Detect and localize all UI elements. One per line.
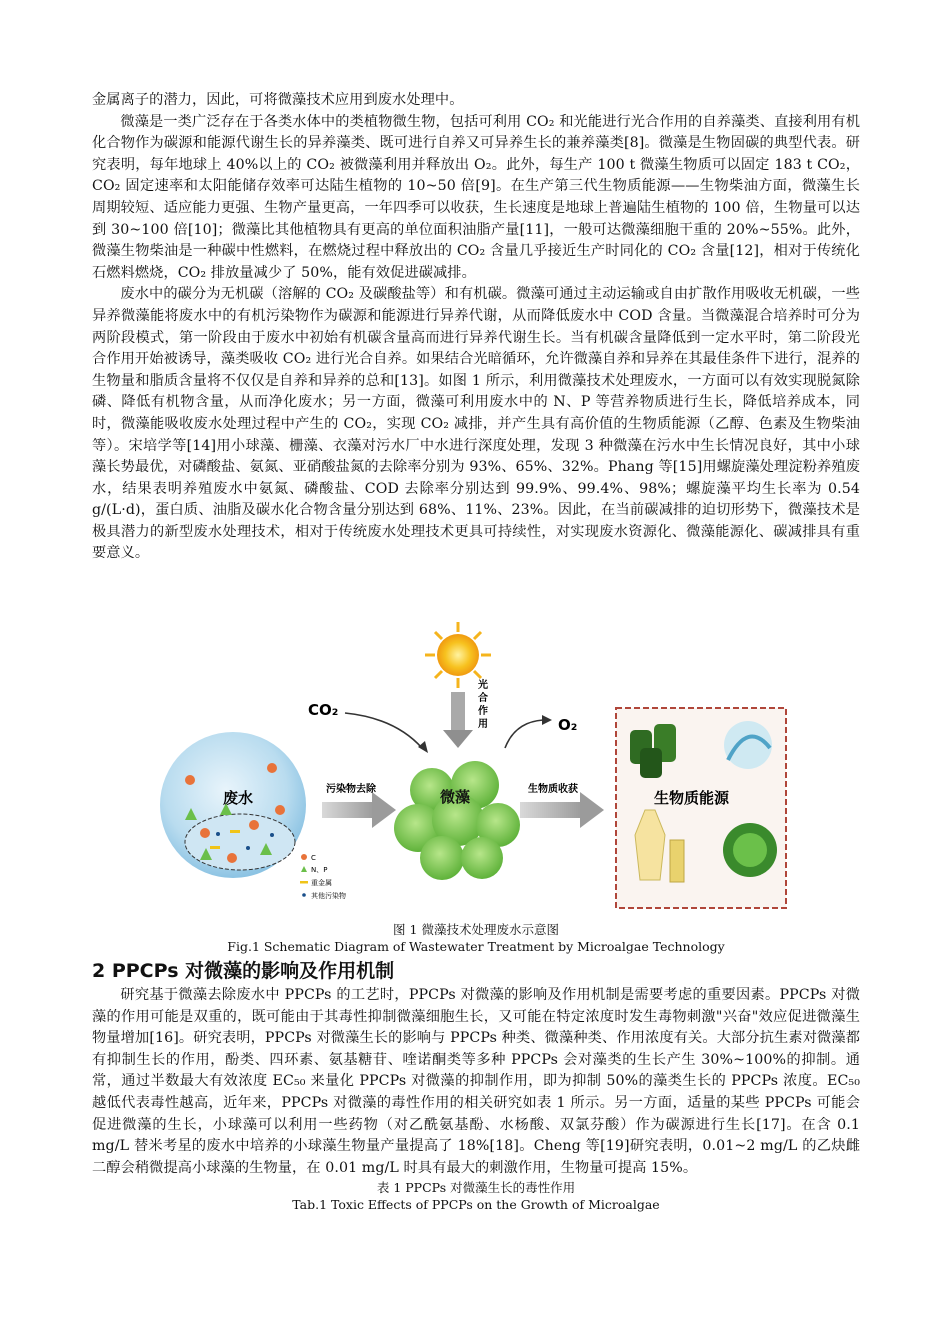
photosynthesis-label-4: 用 [478,719,488,730]
figure-caption [92,921,860,955]
paragraph-3: 研究基于微藻去除废水中 PPCPs 的工艺时，PPCPs 对微藻的影响及作用机制是需要考虑的重要因素。PPCPs 对微藻的作用可能是双重的，既可能由于其毒性抑制微藻细胞生长，又可能在特定浓度时发生毒物刺激"兴奋"效应促进微藻生物量增加[16]。研究表明，PPCPs 对微藻生长的影响与 PPCPs 种类、微藻种类、作用浓度有关。大部分抗生素对微藻都有抑制生长的作用，酚类、四环素、氨基糖苷、喹诺酮类等多种 PPCPs 会对藻类的生长产生 30%~100%的抑制。通常，通过半数最大有效浓度 EC₅₀ 来量化 PPCPs 对微藻的抑制作用，即为抑制 50%的藻类生长的 PPCPs 浓度。EC₅₀ 越低代表毒性越高，近年来，PPCPs 对微藻的毒性作用的相关研究如表 1 所示。另一方面，适量的某些 PPCPs 可能会促进微藻的生长，小球藻可以利用一些药物（对乙酰氨基酚、水杨酸、双氯芬酸）作为碳源进行生长[17]。在含 0.1 mg/L 替米考星的废水中培养的小球藻生物量产量提高了 18%[18]。Cheng 等[19]研究表明，0.01~2 mg/L 的乙炔雌二醇会稍微提高小球藻的生物量，在 0.01 mg/L 时具有最大的刺激作用，生物量可提高 15%。 [92,987,860,1176]
pollutant-removal-label: 污染物去除 [326,784,376,795]
o2-arrow-icon [505,720,543,748]
photosynthesis-label-2: 合 [478,693,488,704]
co2-label: CO₂ [308,701,339,719]
o2-label: O₂ [558,716,578,734]
biomass-harvest-arrow-icon [520,792,604,828]
section-heading: 2 PPCPs 对微藻的影响及作用机制 [92,960,395,982]
bioenergy-label: 生物质能源 [654,789,730,807]
table-caption-en: Tab.1 Toxic Effects of PPCPs on the Growth of Microalgae [292,1197,660,1213]
photosynthesis-label-1: 光 [478,680,488,691]
legend [300,854,346,900]
legend-item-c: C [311,854,316,862]
table-caption-cn: 表 1 PPCPs 对微藻生长的毒性作用 [376,1180,576,1196]
bioenergy-box [616,708,786,908]
paragraph-1: 微藻是一类广泛存在于各类水体中的类植物微生物，包括可利用 CO₂ 和光能进行光合作用的自养藻类、直接利用有机化合物作为碳源和能源代谢生长的异养藻类、既可进行自养又可异养生长的兼养藻类[8]。微藻是生物固碳的典型代表。研究表明，每年地球上 40%以上的 CO₂ 被微藻利用并释放出 O₂。此外，每生产 100 t 微藻生物质可以固定 183 t CO₂，CO₂ 固定速率和太阳能储存效率可达陆生植物的 10~50 倍[9]。在生产第三代生物质能源——生物柴油方面，微藻生长周期较短、适应能力更强、生物产量更高，一年四季可以收获，生长速度是地球上普遍陆生植物的 100 倍，生物量可以达到 30~100 倍[10]；微藻比其他植物具有更高的单位面积油脂产量[11]，一般可达微藻细胞干重的 20%~55%。此外，微藻生物柴油是一种碳中性燃料，在燃烧过程中释放出的 CO₂ 含量几乎接近生产时同化的 CO₂ 含量[12]，相对于传统化石燃料燃烧，CO₂ 排放量减少了 50%，能有效促进碳减排。 [92,113,860,281]
paragraph-2: 废水中的碳分为无机碳（溶解的 CO₂ 及碳酸盐等）和有机碳。微藻可通过主动运输或自由扩散作用吸收无机碳，一些异养微藻能将废水中的有机污染物作为碳源和能源进行异养代谢，从而降低废水中 COD 含量。当微藻混合培养时可分为两阶段模式，第一阶段由于废水中初始有机碳含量高而进行异养代谢生长。当有机碳含量降低到一定水平时，第二阶段光合作用开始被诱导，藻类吸收 CO₂ 进行光合自养。如果结合光暗循环，允许微藻自养和异养在其最佳条件下进行，混养的生物量和脂质含量将不仅仅是自养和异养的总和[13]。如图 1 所示，利用微藻技术处理废水，一方面可以有效实现脱氮除磷、降低有机物含量，从而净化废水；另一方面，微藻可利用废水中的 N、P 等营养物质进行生长，降低培养成本，同时，微藻能吸收废水处理过程中产生的 CO₂，实现 CO₂ 减排，并产生具有高价值的生物质能源（乙醇、色素及生物柴油等）。宋培学等[14]用小球藻、栅藻、衣藻对污水厂中水进行深度处理，发现 3 种微藻在污水中生长情况良好，其中小球藻长势最优，对磷酸盐、氨氮、亚硝酸盐氮的去除率分别为 93%、65%、32%。Phang 等[15]用螺旋藻处理淀粉养殖废水，结果表明养殖废水中氨氮、磷酸盐、COD 去除率分别达到 99.9%、99.4%、98%；螺旋藻平均生长率为 0.54 g/(L·d)，蛋白质、油脂及碳水化合物含量分别达到 68%、11%、23%。因此，在当前碳减排的迫切形势下，微藻技术是极具潜力的新型废水处理技术，相对于传统废水处理技术更具可持续性，对实现废水资源化、微藻能源化、碳减排具有重要意义。 [92,286,860,562]
biomass-harvest-label: 生物质收获 [528,784,578,795]
legend-item-heavy-metal: 重金属 [311,879,332,887]
pollutant-removal-arrow-icon [322,792,396,828]
co2-arrow-icon [345,713,422,748]
wastewater-label: 废水 [223,789,254,807]
figure-caption-cn: 图 1 微藻技术处理废水示意图 [393,922,559,937]
legend-item-np: N、P [311,866,328,874]
paragraph-0: 金属离子的潜力，因此，可将微藻技术应用到废水处理中。 [92,92,464,108]
microalgae-label: 微藻 [440,788,471,806]
section-2 [92,958,860,1213]
text-block-top [92,90,860,565]
microalgae-cluster [394,761,520,880]
legend-item-other: 其他污染物 [311,892,346,900]
photosynthesis-arrow-icon [443,692,473,748]
figure-caption-en: Fig.1 Schematic Diagram of Wastewater Treatment by Microalgae Technology [227,939,725,954]
photosynthesis-label-3: 作 [478,706,488,717]
figure-1-diagram [160,620,790,920]
sun-icon [425,622,491,688]
